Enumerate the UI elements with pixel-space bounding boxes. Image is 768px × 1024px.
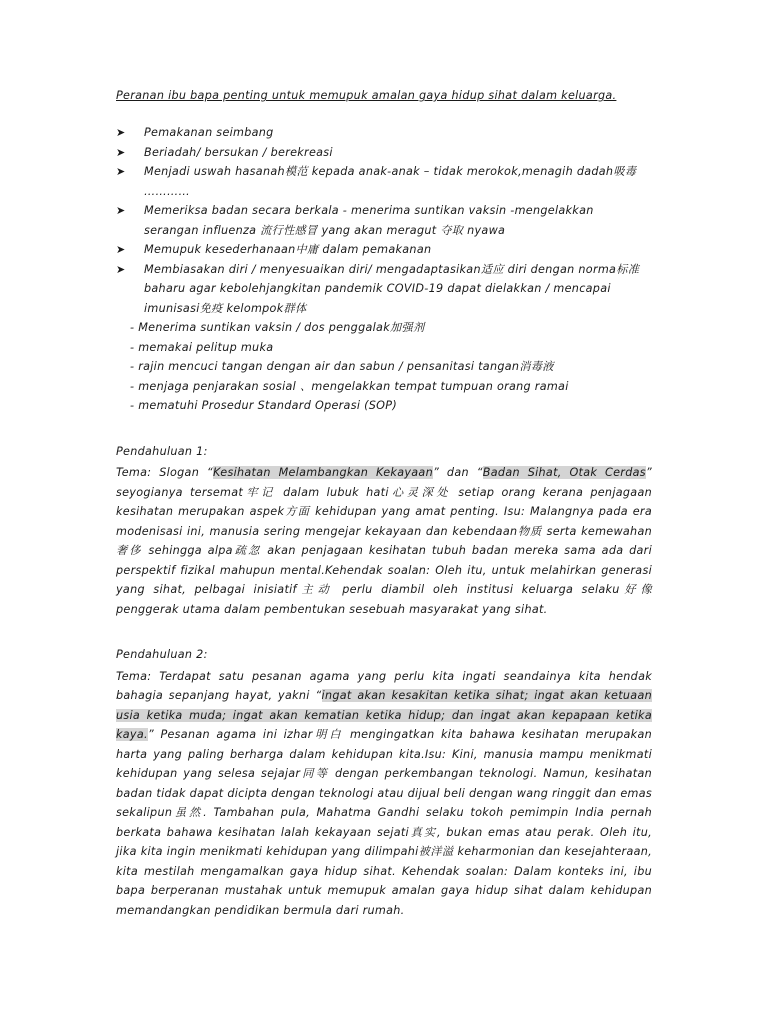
dash-item: - rajin mencuci tangan dengan air dan sabun / pensanitasi tangan消毒液 xyxy=(130,360,554,373)
intro1-heading: Pendahuluan 1: xyxy=(116,444,208,458)
bullet-list xyxy=(116,123,652,318)
bullet-item: ➤ Membiasakan diri / menyesuaikan diri/ mengadaptasikan适应 diri dengan norma标准 baharu agar kebolehjangkitan pandemik COVID-19 dapat dielakkan / mencapai imunisasi免疫 kelompok群体 xyxy=(116,260,652,319)
highlighted-quote: ingat akan kesakitan ketika sihat; ingat akan ketuaan usia ketika muda; ingat akan kematian ketika hidup; dan ingat akan kepapaan ketika kaya. xyxy=(116,689,652,741)
dash-list xyxy=(116,318,652,416)
bullet-item: ➤ Memeriksa badan secara berkala - menerima suntikan vaksin -mengelakkan serangan influenza 流行性感冒 yang akan meragut 夺取 nyawa xyxy=(116,201,652,240)
dash-item: - menjaga penjarakan sosial 、mengelakkan tempat tumpuan orang ramai xyxy=(130,379,569,393)
intro1-paragraph: Tema: Slogan “Kesihatan Melambangkan Kekayaan” dan “Badan Sihat, Otak Cerdas” seyogianya tersemat牢记 dalam lubuk hati心灵深处 setiap orang kerana penjagaan kesihatan merupakan aspek方面 kehidupan yang amat penting. Isu: Malangnya pada era modenisasi ini, manusia sering mengejar kekayaan dan kebendaan物质 serta kemewahan 奢侈 sehingga alpa疏忽 akan penjagaan kesihatan tubuh badan mereka sama ada dari perspektif fizikal mahupun mental.Kehendak soalan: Oleh itu, untuk melahirkan generasi yang sihat, pelbagai inisiatif主动 perlu diambil oleh institusi keluarga selaku好像 penggerak utama dalam pembentukan sesebuah masyarakat yang sihat. xyxy=(116,466,652,616)
arrow-bullet-icon: ➤ xyxy=(116,262,126,276)
arrow-bullet-icon: ➤ xyxy=(116,243,126,256)
dash-item: - Menerima suntikan vaksin / dos penggalak加强剂 xyxy=(130,321,425,334)
highlighted-slogan: Badan Sihat, Otak Cerdas xyxy=(482,466,646,479)
bullet-item: ➤ Menjadi uswah hasanah模范 kepada anak-anak – tidak merokok,menagih dadah吸毒 ………… xyxy=(116,162,652,201)
highlighted-slogan: Kesihatan Melambangkan Kekayaan xyxy=(213,466,433,479)
bullet-item: ➤ Pemakanan seimbang xyxy=(116,123,652,143)
dash-item: - mematuhi Prosedur Standard Operasi (SOP) xyxy=(130,399,397,412)
arrow-bullet-icon: ➤ xyxy=(116,145,126,159)
document-title: Peranan ibu bapa penting untuk memupuk amalan gaya hidup sihat dalam keluarga. xyxy=(116,89,617,102)
intro2-paragraph: Tema: Terdapat satu pesanan agama yang perlu kita ingati seandainya kita hendak bahagia sepanjang hayat, yakni “ingat akan kesakitan ketika sihat; ingat akan ketuaan usia ketika muda; ingat akan kematian ketika hidup; dan ingat akan kepapaan ketika kaya.” Pesanan agama ini izhar明白 mengingatkan kita bahawa kesihatan merupakan harta yang paling berharga dalam kehidupan kita.Isu: Kini, manusia mampu menikmati kehidupan yang selesa sejajar同等 dengan perkembangan teknologi. Namun, kesihatan badan tidak dapat dicipta dengan teknologi atau dijual beli dengan wang ringgit dan emas sekalipun虽然. Tambahan pula, Mahatma Gandhi selaku tokoh pemimpin India pernah berkata bahawa kesihatan lalah kekayaan sejati真实, bukan emas atau perak. Oleh itu, jika kita ingin menikmati kehidupan yang dilimpahi被洋溢 keharmonian dan kesejahteraan, kita mestilah mengamalkan gaya hidup sihat. Kehendak soalan: Dalam konteks ini, ibu bapa berperanan mustahak untuk memupuk amalan gaya hidup sihat dalam kehidupan memandangkan pendidikan bermula dari rumah. xyxy=(116,669,652,917)
bullet-item: ➤ Beriadah/ bersukan / berekreasi xyxy=(116,143,652,163)
intro2-heading: Pendahuluan 2: xyxy=(116,648,208,661)
dash-item: - memakai pelitup muka xyxy=(130,340,274,354)
arrow-bullet-icon: ➤ xyxy=(116,126,126,139)
arrow-bullet-icon: ➤ xyxy=(116,165,126,178)
bullet-item: ➤ Memupuk kesederhanaan中庸 dalam pemakanan xyxy=(116,240,652,260)
arrow-bullet-icon: ➤ xyxy=(116,204,126,217)
